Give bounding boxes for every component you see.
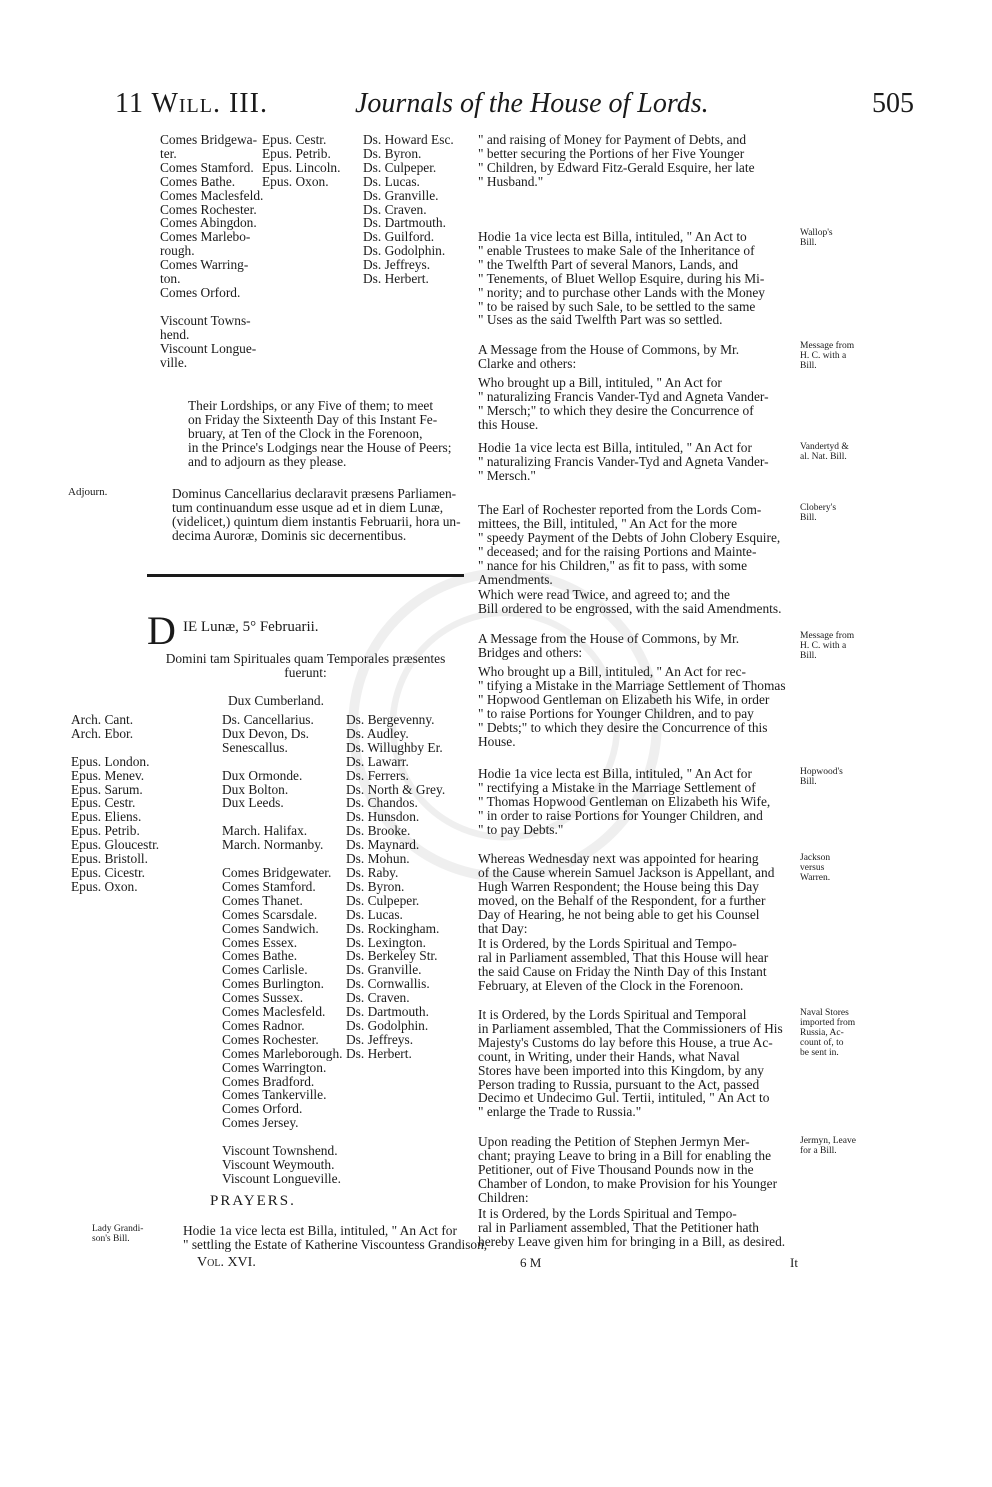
margin-note-vandertyd: Vandertyd & al. Nat. Bill. xyxy=(800,442,849,462)
signature-mark: 6 M xyxy=(520,1255,542,1270)
top-list-column-episcopi xyxy=(262,133,340,189)
present-heading xyxy=(147,652,464,680)
list-entry: Epus. Oxon. xyxy=(71,878,138,894)
text-line: " to pay Debts." xyxy=(478,821,564,837)
present-column-temporal xyxy=(222,713,343,1186)
text-line: " rectifying a Mistake in the Marriage Settlement of xyxy=(478,779,756,795)
list-entry: hend. xyxy=(160,326,190,342)
list-entry xyxy=(71,741,159,755)
text-line: in the Prince's Lodgings near the House of Peers; xyxy=(188,439,452,455)
list-entry: Comes Thanet. xyxy=(222,892,303,908)
text-line: " enable Trustees to make Sale of the Inheritance of xyxy=(478,242,755,258)
list-entry: Comes Stamford. xyxy=(160,159,254,175)
list-entry: Comes Bridgewa- xyxy=(160,132,258,147)
text-line: It is Ordered, by the Lords Spiritual and Tempo- xyxy=(478,936,737,951)
text-line: mittees, the Bill, intituled, " An Act for the more xyxy=(478,515,738,531)
list-entry: Ds. Lawarr. xyxy=(346,753,409,769)
text-line: Hodie 1a vice lecta est Billa, intituled, " An Act for xyxy=(478,766,752,781)
list-entry: Comes Essex. xyxy=(222,934,298,950)
text-line: Decimo et Undecimo Gul. Tertii, intituled, " An Act to xyxy=(478,1090,770,1106)
list-entry: Ds. Cancellarius. xyxy=(222,712,314,727)
text-line: Hugh Warren Respondent; the House being this Day xyxy=(478,878,759,894)
list-entry: Ds. Rockingham. xyxy=(346,920,440,936)
list-entry: Ds. Jeffreys. xyxy=(363,257,431,273)
list-entry: Ds. Granville. xyxy=(346,962,422,978)
list-entry: Comes Bridgewater. xyxy=(222,864,332,880)
text-line: " nance for his Children," as fit to pass, with some xyxy=(478,557,748,573)
list-entry: Comes Tankerville. xyxy=(222,1087,327,1103)
list-entry: Ds. Ferrers. xyxy=(346,767,409,783)
list-entry: Epus. Sarum. xyxy=(71,781,143,797)
right-paragraph-8 xyxy=(478,632,739,660)
text-line: February, at Eleven of the Clock in the Forenoon. xyxy=(478,977,744,993)
list-entry: Epus. Lincoln. xyxy=(262,159,341,175)
date-heading: IE Lunæ, 5° Februarii. xyxy=(183,619,319,635)
list-entry: Viscount Weymouth. xyxy=(222,1157,335,1172)
list-entry: Comes Warrington. xyxy=(222,1059,327,1075)
text-line: ral in Parliament assembled, That the Petitioner hath xyxy=(478,1219,759,1235)
text-line: in Parliament assembled, That the Commissioners of His xyxy=(478,1020,783,1036)
list-entry: Comes Maclesfeld. xyxy=(160,187,264,203)
list-entry: Ds. Howard Esc. xyxy=(363,132,454,147)
list-entry: March. Normanby. xyxy=(222,837,324,853)
text-line: Who brought up a Bill, intituled, " An Act for xyxy=(478,375,722,390)
text-line: " Hopwood Gentleman on Elizabeth his Wife, in order xyxy=(478,691,770,707)
list-entry: Ds. Granville. xyxy=(363,187,439,203)
list-entry: Dux Leeds. xyxy=(222,795,284,811)
list-entry: Comes Rochester. xyxy=(160,201,257,217)
text-line: the said Cause on Friday the Ninth Day of this Instant xyxy=(478,963,767,979)
list-entry: Arch. Ebor. xyxy=(71,725,134,741)
running-head-title: Journals of the House of Lords. xyxy=(355,88,709,119)
list-entry: Comes Orford. xyxy=(160,284,241,300)
text-line: " nority; and to purchase other Lands with the Money xyxy=(478,284,765,300)
list-entry: Comes Jersey. xyxy=(222,1115,299,1131)
list-entry: Ds. Willughby Er. xyxy=(346,739,443,755)
text-line: " Children, by Edward Fitz-Gerald Esquire, her late xyxy=(478,159,755,175)
text-line: House. xyxy=(478,733,516,749)
text-line: " Thomas Hopwood Gentleman on Elizabeth his Wife, xyxy=(478,793,771,809)
list-entry: March. Halifax. xyxy=(222,823,308,839)
list-entry: Ds. Byron. xyxy=(363,145,422,161)
list-entry: Ds. Raby. xyxy=(346,864,399,880)
text-line: " Mersch;" to which they desire the Concurrence of xyxy=(478,402,754,418)
list-entry: Epus. Bristoll. xyxy=(71,851,149,867)
text-line: It is Ordered, by the Lords Spiritual and Tempo- xyxy=(478,1206,737,1221)
text-line: bruary, at Ten of the Clock in the Forenoon, xyxy=(188,425,423,441)
text-line: Majesty's Customs do lay before this House, a true Ac- xyxy=(478,1034,773,1050)
text-line: (videlicet,) quintum diem instantis Februarii, hora un- xyxy=(172,513,461,529)
right-paragraph-6 xyxy=(478,503,780,586)
text-line: count, in Writing, under their Hands, what Naval xyxy=(478,1048,740,1064)
text-line: Chamber of London, to make Provision for his Younger xyxy=(478,1175,778,1191)
list-entry: Comes Maclesfeld. xyxy=(222,1004,326,1020)
present-heading-line-1: Domini tam Spirituales quam Temporales præsentes xyxy=(165,651,446,666)
list-entry: Epus. Oxon. xyxy=(262,173,329,189)
present-column-clergy xyxy=(71,713,159,894)
text-line: chant; praying Leave to bring in a Bill for enabling the xyxy=(478,1147,772,1163)
list-entry: Senescallus. xyxy=(222,739,288,755)
list-entry: Ds. Culpeper. xyxy=(346,892,420,908)
text-line: Hodie 1a vice lecta est Billa, intituled, " An Act for xyxy=(183,1223,457,1238)
list-entry: Comes Carlisle. xyxy=(222,962,308,978)
right-paragraph-4 xyxy=(478,376,769,432)
text-line: " naturalizing Francis Vander-Tyd and Agneta Vander- xyxy=(478,388,769,404)
list-entry: Dux Bolton. xyxy=(222,781,289,797)
list-entry: Ds. Godolphin. xyxy=(346,1017,429,1033)
text-line: " to be raised by such Sale, to be settled to the same xyxy=(478,298,756,314)
running-head-regnal-year: 11 Will. III. xyxy=(115,88,268,119)
list-entry xyxy=(222,810,343,824)
text-line: " Mersch." xyxy=(478,467,536,483)
list-entry: Comes Bradford. xyxy=(222,1073,315,1089)
text-line: and to adjourn as they please. xyxy=(188,453,347,469)
text-line: " in order to raise Portions for Younger Children, and xyxy=(478,807,763,823)
list-entry: Comes Abingdon. xyxy=(160,215,257,231)
list-entry: Comes Marlebo- xyxy=(160,229,251,245)
list-entry: Ds. Byron. xyxy=(346,878,405,894)
text-line: Stores have been imported into this Kingdom, by any xyxy=(478,1062,764,1078)
list-entry: Epus. Petrib. xyxy=(262,145,331,161)
list-entry: Ds. Godolphin. xyxy=(363,243,446,259)
right-paragraph-14 xyxy=(478,1135,777,1205)
text-line: of the Cause wherein Samuel Jackson is Appellant, and xyxy=(478,864,775,880)
top-list-column-comites xyxy=(160,133,263,369)
text-line: " speedy Payment of the Debts of John Clobery Esquire, xyxy=(478,529,781,545)
text-line: Clarke and others: xyxy=(478,355,577,371)
list-entry: Ds. Brooke. xyxy=(346,823,411,839)
list-entry: Comes Burlington. xyxy=(222,976,324,992)
list-entry xyxy=(222,1130,343,1144)
list-entry: Ds. North & Grey. xyxy=(346,781,446,797)
list-entry: Arch. Cant. xyxy=(71,712,134,727)
margin-note-hopwood: Hopwood's Bill. xyxy=(800,767,843,787)
list-entry: Comes Rochester. xyxy=(222,1031,319,1047)
text-line: Bill ordered to be engrossed, with the said Amendments. xyxy=(478,600,782,616)
text-line: Person trading to Russia, pursuant to the Act, passed xyxy=(478,1076,760,1092)
list-entry: Comes Warring- xyxy=(160,257,249,273)
text-line: " the Twelfth Part of several Manors, Lands, and xyxy=(478,256,739,272)
list-entry: Comes Bathe. xyxy=(160,173,236,189)
list-entry: Ds. Berkeley Str. xyxy=(346,948,438,964)
margin-note-message-1: Message from H. C. with a Bill. xyxy=(800,341,855,371)
list-entry: ter. xyxy=(160,145,177,161)
text-line: moved, on the Behalf of the Respondent, for a further xyxy=(478,892,766,908)
list-entry: Ds. Craven. xyxy=(363,201,427,217)
text-line: Day of Hearing, he not being able to get his Counsel xyxy=(478,906,760,922)
text-line: " naturalizing Francis Vander-Tyd and Agneta Vander- xyxy=(478,453,769,469)
list-entry: Epus. Petrib. xyxy=(71,823,140,839)
list-entry: Epus. Gloucestr. xyxy=(71,837,160,853)
list-entry: Viscount Townshend. xyxy=(222,1143,338,1159)
right-paragraph-5 xyxy=(478,441,769,483)
adjourn-paragraph xyxy=(172,487,461,543)
right-paragraph-11 xyxy=(478,852,774,935)
top-list-column-domini xyxy=(363,133,454,286)
list-entry: rough. xyxy=(160,243,195,259)
text-line: " Tenements, of Bluet Wellop Esquire, during his Mi- xyxy=(478,270,765,286)
text-line: " tifying a Mistake in the Marriage Settlement of Thomas xyxy=(478,677,786,693)
list-entry: Epus. Eliens. xyxy=(71,809,142,825)
prayers-heading: PRAYERS. xyxy=(210,1193,296,1209)
right-paragraph-1 xyxy=(478,133,755,189)
list-entry: Ds. Guilford. xyxy=(363,229,435,245)
list-entry: Viscount Longueville. xyxy=(222,1170,341,1186)
list-entry xyxy=(160,300,263,314)
right-paragraph-13 xyxy=(478,1008,783,1119)
text-line: Dominus Cancellarius declaravit præsens Parliamen- xyxy=(172,486,457,501)
list-entry: Comes Sussex. xyxy=(222,990,304,1006)
text-line: " to raise Portions for Younger Children, and to pay xyxy=(478,705,754,721)
right-paragraph-15 xyxy=(478,1207,785,1249)
text-line: this House. xyxy=(478,416,539,432)
margin-note-message-2: Message from H. C. with a Bill. xyxy=(800,631,855,661)
text-line: that Day: xyxy=(478,920,528,936)
list-entry: Ds. Herbert. xyxy=(363,271,429,287)
list-entry: Comes Radnor. xyxy=(222,1017,305,1033)
text-line: Whereas Wednesday next was appointed for hearing xyxy=(478,851,759,866)
grandison-paragraph xyxy=(183,1224,487,1252)
margin-note-adjourn: Adjourn. xyxy=(68,486,108,498)
page-number: 505 xyxy=(872,88,914,119)
text-line: Their Lordships, or any Five of them; to meet xyxy=(188,398,434,413)
list-entry: Dux Devon, Ds. xyxy=(222,725,310,741)
text-line: " Debts;" to which they desire the Concurrence of this xyxy=(478,719,768,735)
list-entry: Ds. Lexington. xyxy=(346,934,426,950)
margin-note-wallop: Wallop's Bill. xyxy=(800,228,833,248)
list-entry: Comes Bathe. xyxy=(222,948,298,964)
list-entry: Ds. Craven. xyxy=(346,990,410,1006)
list-entry: Ds. Dartmouth. xyxy=(346,1004,429,1020)
right-paragraph-12 xyxy=(478,937,768,993)
list-entry: Comes Sandwich. xyxy=(222,920,319,936)
text-line: A Message from the House of Commons, by Mr. xyxy=(478,342,740,357)
text-line: on Friday the Sixteenth Day of this Instant Fe- xyxy=(188,411,438,427)
text-line: " enlarge the Trade to Russia." xyxy=(478,1104,642,1120)
list-entry: Ds. Jeffreys. xyxy=(346,1031,414,1047)
list-entry: Ds. Cornwallis. xyxy=(346,976,430,992)
list-entry: Comes Marleborough. xyxy=(222,1045,343,1061)
list-entry: Epus. Cicestr. xyxy=(71,864,146,880)
text-line: " and raising of Money for Payment of Debts, and xyxy=(478,132,747,147)
text-line: Bridges and others: xyxy=(478,644,583,660)
list-entry: Ds. Maynard. xyxy=(346,837,420,853)
text-line: " settling the Estate of Katherine Viscountess Grandison, xyxy=(183,1236,488,1252)
present-top-dux: Dux Cumberland. xyxy=(228,693,324,708)
text-line: " Husband." xyxy=(478,173,544,189)
list-entry: ville. xyxy=(160,354,188,370)
margin-note-grandison: Lady Grandi- son's Bill. xyxy=(92,1224,144,1244)
list-entry: Comes Orford. xyxy=(222,1101,303,1117)
text-line: " deceased; and for the raising Portions and Mainte- xyxy=(478,543,757,559)
list-entry: Comes Stamford. xyxy=(222,878,316,894)
margin-note-jermyn: Jermyn, Leave for a Bill. xyxy=(800,1136,856,1156)
dropcap-letter: D xyxy=(147,608,176,653)
list-entry: Ds. Dartmouth. xyxy=(363,215,446,231)
text-line: Hodie 1a vice lecta est Billa, intituled, " An Act to xyxy=(478,229,747,244)
margin-note-naval-stores: Naval Stores imported from Russia, Ac- count of, to be sent in. xyxy=(800,1008,856,1058)
list-entry: Ds. Chandos. xyxy=(346,795,418,811)
right-paragraph-3 xyxy=(478,343,739,371)
text-line: It is Ordered, by the Lords Spiritual and Temporal xyxy=(478,1007,747,1022)
list-entry xyxy=(222,755,343,769)
text-line: ral in Parliament assembled, That this House will hear xyxy=(478,949,769,965)
text-line: A Message from the House of Commons, by Mr. xyxy=(478,631,740,646)
list-entry: Ds. Bergevenny. xyxy=(346,712,435,727)
list-entry: Ds. Herbert. xyxy=(346,1045,412,1061)
text-line: " better securing the Portions of her Five Younger xyxy=(478,145,745,161)
present-heading-line-2: fuerunt: xyxy=(284,664,327,680)
text-line: Who brought up a Bill, intituled, " An Act for rec- xyxy=(478,664,747,679)
text-line: Amendments. xyxy=(478,571,553,587)
text-line: Upon reading the Petition of Stephen Jermyn Mer- xyxy=(478,1134,750,1149)
volume-number: Vol. XVI. xyxy=(197,1255,256,1270)
right-paragraph-9 xyxy=(478,665,786,748)
text-line: Children: xyxy=(478,1189,529,1205)
text-line: " Uses as the said Twelfth Part was so settled. xyxy=(478,312,723,328)
list-entry: Epus. Menev. xyxy=(71,767,145,783)
catchword: It xyxy=(790,1255,798,1270)
section-divider xyxy=(147,574,464,577)
list-entry: Ds. Lucas. xyxy=(346,906,403,922)
list-entry: Ds. Audley. xyxy=(346,725,409,741)
list-entry: Ds. Hunsdon. xyxy=(346,809,420,825)
list-entry: Viscount Towns- xyxy=(160,312,251,328)
right-paragraph-7 xyxy=(478,588,781,616)
text-line: Petitioner, out of Five Thousand Pounds now in the xyxy=(478,1161,754,1177)
committee-paragraph xyxy=(188,399,451,469)
text-line: hereby Leave given him for bringing in a Bill, as desired. xyxy=(478,1233,786,1249)
margin-note-jackson: Jackson versus Warren. xyxy=(800,853,831,883)
text-line: decima Auroræ, Dominis sic decernentibus. xyxy=(172,527,407,543)
list-entry: Epus. London. xyxy=(71,753,150,769)
right-paragraph-2 xyxy=(478,230,765,327)
text-line: The Earl of Rochester reported from the Lords Com- xyxy=(478,502,762,517)
present-column-barons xyxy=(346,713,445,1061)
list-entry xyxy=(222,852,343,866)
list-entry: Comes Scarsdale. xyxy=(222,906,318,922)
text-line: Hodie 1a vice lecta est Billa, intituled, " An Act for xyxy=(478,440,752,455)
list-entry: Dux Ormonde. xyxy=(222,767,303,783)
text-line: tum continuandum esse usque ad et in diem Lunæ, xyxy=(172,499,444,515)
list-entry: Epus. Cestr. xyxy=(262,132,327,147)
list-entry: ton. xyxy=(160,271,181,287)
list-entry: Viscount Longue- xyxy=(160,340,257,356)
list-entry: Ds. Culpeper. xyxy=(363,159,437,175)
right-paragraph-10 xyxy=(478,767,770,837)
list-entry: Epus. Cestr. xyxy=(71,795,136,811)
margin-note-clobery: Clobery's Bill. xyxy=(800,503,837,523)
text-line: Which were read Twice, and agreed to; and the xyxy=(478,587,731,602)
list-entry: Ds. Mohun. xyxy=(346,851,410,867)
list-entry: Ds. Lucas. xyxy=(363,173,420,189)
